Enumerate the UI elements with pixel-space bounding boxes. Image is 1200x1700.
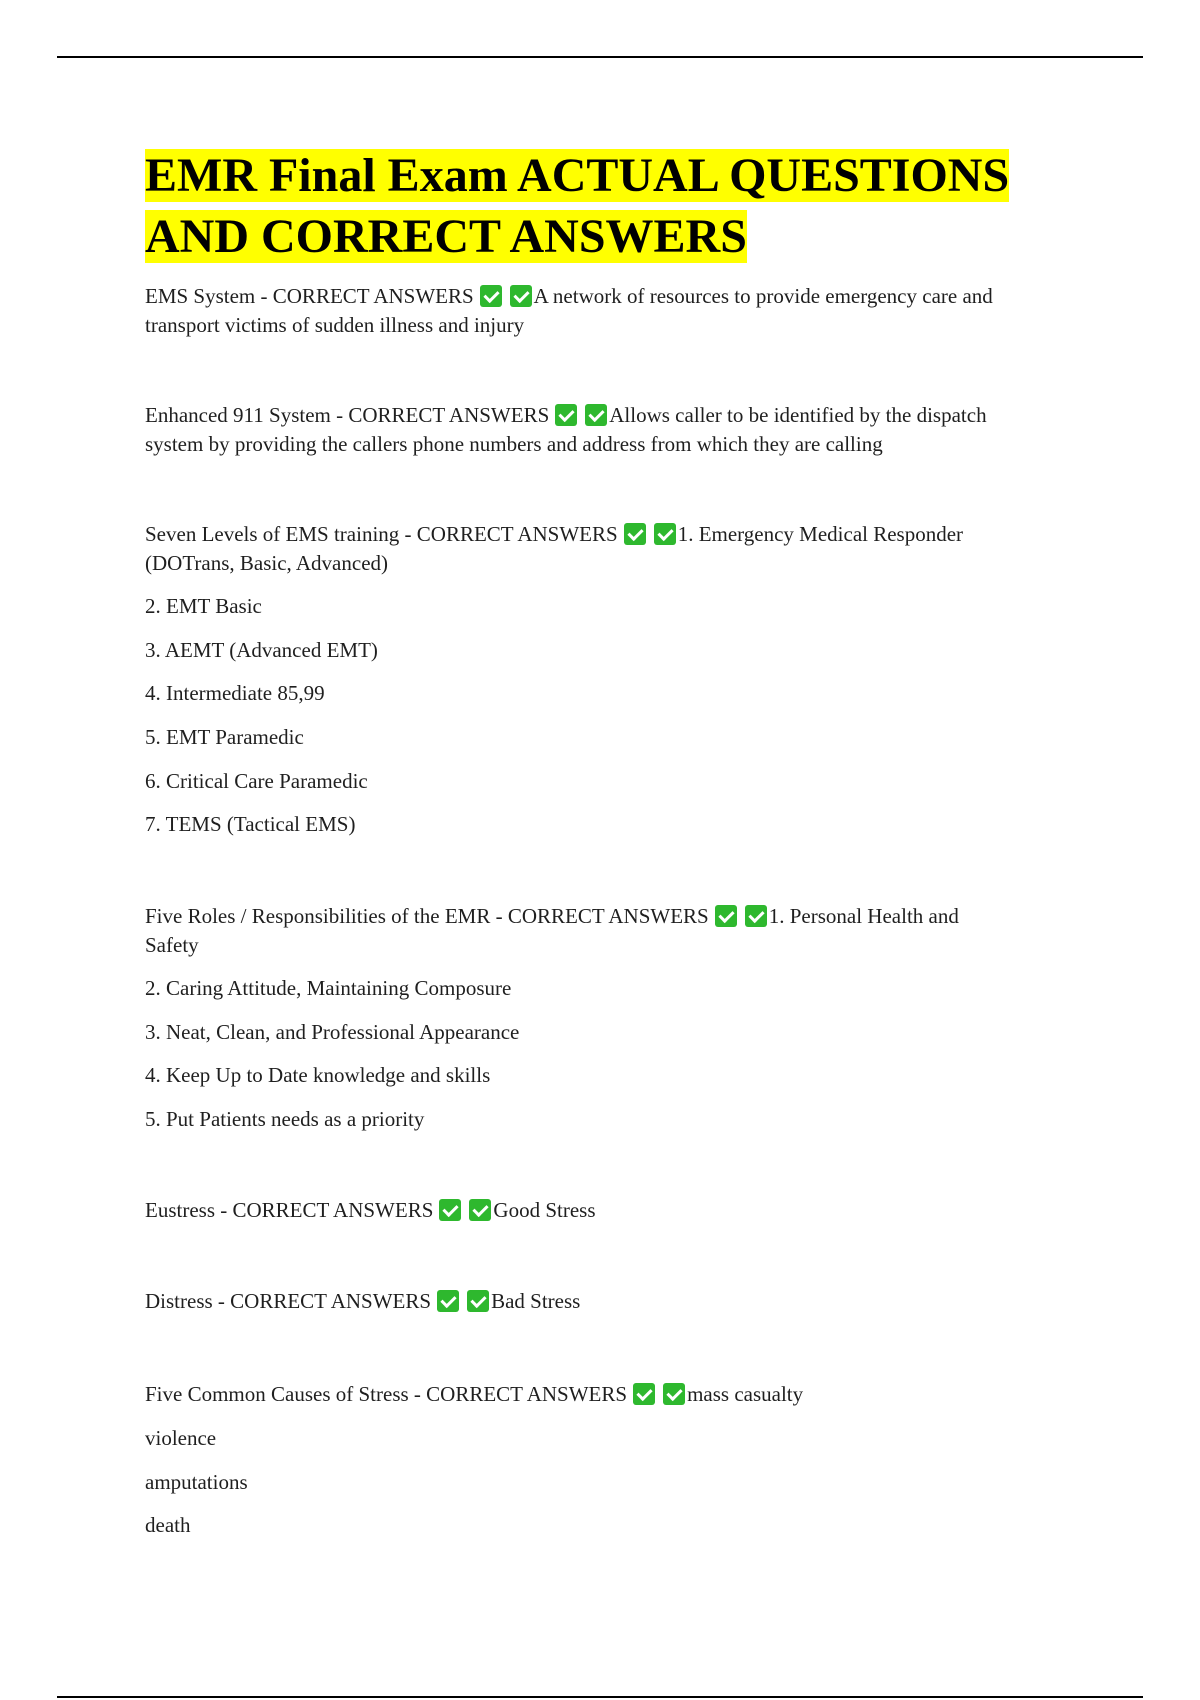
check-box-icon (654, 523, 676, 545)
title-line-1: EMR Final Exam ACTUAL QUESTIONS (145, 149, 1010, 202)
qa-answer: A network of resources to provide emergency care and (533, 284, 993, 308)
qa-answer-cont: (DOTrans, Basic, Advanced) (145, 551, 389, 575)
title-line-2: AND CORRECT ANSWERS (145, 210, 747, 263)
list-item: 2. EMT Basic (145, 594, 262, 618)
qa-term: Distress - CORRECT ANSWERS (145, 1289, 432, 1313)
qa-paragraph (145, 1287, 1065, 1316)
list-item: violence (145, 1426, 217, 1450)
check-box-icon (439, 1199, 461, 1221)
qa-paragraph (145, 401, 1065, 459)
qa-term: Seven Levels of EMS training - CORRECT ANSWERS (145, 522, 618, 546)
list-item: 5. Put Patients needs as a priority (145, 1107, 425, 1131)
list-item: 4. Keep Up to Date knowledge and skills (145, 1063, 491, 1087)
qa-answer: Bad Stress (491, 1289, 581, 1313)
list-item: 6. Critical Care Paramedic (145, 769, 368, 793)
qa-block-seven-levels (145, 520, 1065, 836)
list-item: 3. Neat, Clean, and Professional Appearance (145, 1020, 520, 1044)
qa-answer: Good Stress (493, 1198, 596, 1222)
qa-answer-cont: transport victims of sudden illness and injury (145, 313, 525, 337)
check-box-icon (467, 1290, 489, 1312)
qa-block-causes-of-stress (145, 1380, 1065, 1537)
list-item: death (145, 1513, 191, 1537)
qa-paragraph (145, 282, 1065, 340)
qa-block-ems-system (145, 282, 1065, 340)
qa-paragraph (145, 1196, 1065, 1225)
check-box-icon (715, 905, 737, 927)
check-box-icon (437, 1290, 459, 1312)
qa-term: Five Roles / Responsibilities of the EMR - CORRECT ANSWERS (145, 904, 709, 928)
qa-block-enhanced-911 (145, 401, 1065, 459)
list-item: 7. TEMS (Tactical EMS) (145, 812, 356, 836)
qa-paragraph (145, 1380, 1065, 1409)
qa-answer: 1. Personal Health and (768, 904, 959, 928)
check-box-icon (555, 404, 577, 426)
qa-answer: 1. Emergency Medical Responder (677, 522, 964, 546)
list-item: amputations (145, 1470, 248, 1494)
check-box-icon (480, 285, 502, 307)
check-box-icon (585, 404, 607, 426)
bottom-rule (57, 1696, 1143, 1698)
qa-term: Enhanced 911 System - CORRECT ANSWERS (145, 403, 550, 427)
qa-answer-cont: Safety (145, 933, 199, 957)
document-title (145, 145, 1065, 267)
list-item: 3. AEMT (Advanced EMT) (145, 638, 378, 662)
check-box-icon (510, 285, 532, 307)
check-box-icon (745, 905, 767, 927)
check-box-icon (663, 1383, 685, 1405)
top-rule (57, 56, 1143, 58)
qa-answer: mass casualty (687, 1382, 804, 1406)
qa-block-distress (145, 1287, 1065, 1316)
list-item: 2. Caring Attitude, Maintaining Composure (145, 976, 512, 1000)
qa-block-eustress (145, 1196, 1065, 1225)
qa-answer: Allows caller to be identified by the dispatch (609, 403, 987, 427)
list-item: 5. EMT Paramedic (145, 725, 304, 749)
document-page (145, 145, 1065, 1537)
qa-answer-cont: system by providing the callers phone numbers and address from which they are calling (145, 432, 883, 456)
qa-paragraph (145, 902, 1065, 960)
check-box-icon (633, 1383, 655, 1405)
qa-term: Eustress - CORRECT ANSWERS (145, 1198, 434, 1222)
qa-block-five-roles (145, 902, 1065, 1131)
check-box-icon (469, 1199, 491, 1221)
qa-term: EMS System - CORRECT ANSWERS (145, 284, 474, 308)
qa-paragraph (145, 520, 1065, 578)
qa-term: Five Common Causes of Stress - CORRECT ANSWERS (145, 1382, 628, 1406)
list-item: 4. Intermediate 85,99 (145, 681, 325, 705)
check-box-icon (624, 523, 646, 545)
